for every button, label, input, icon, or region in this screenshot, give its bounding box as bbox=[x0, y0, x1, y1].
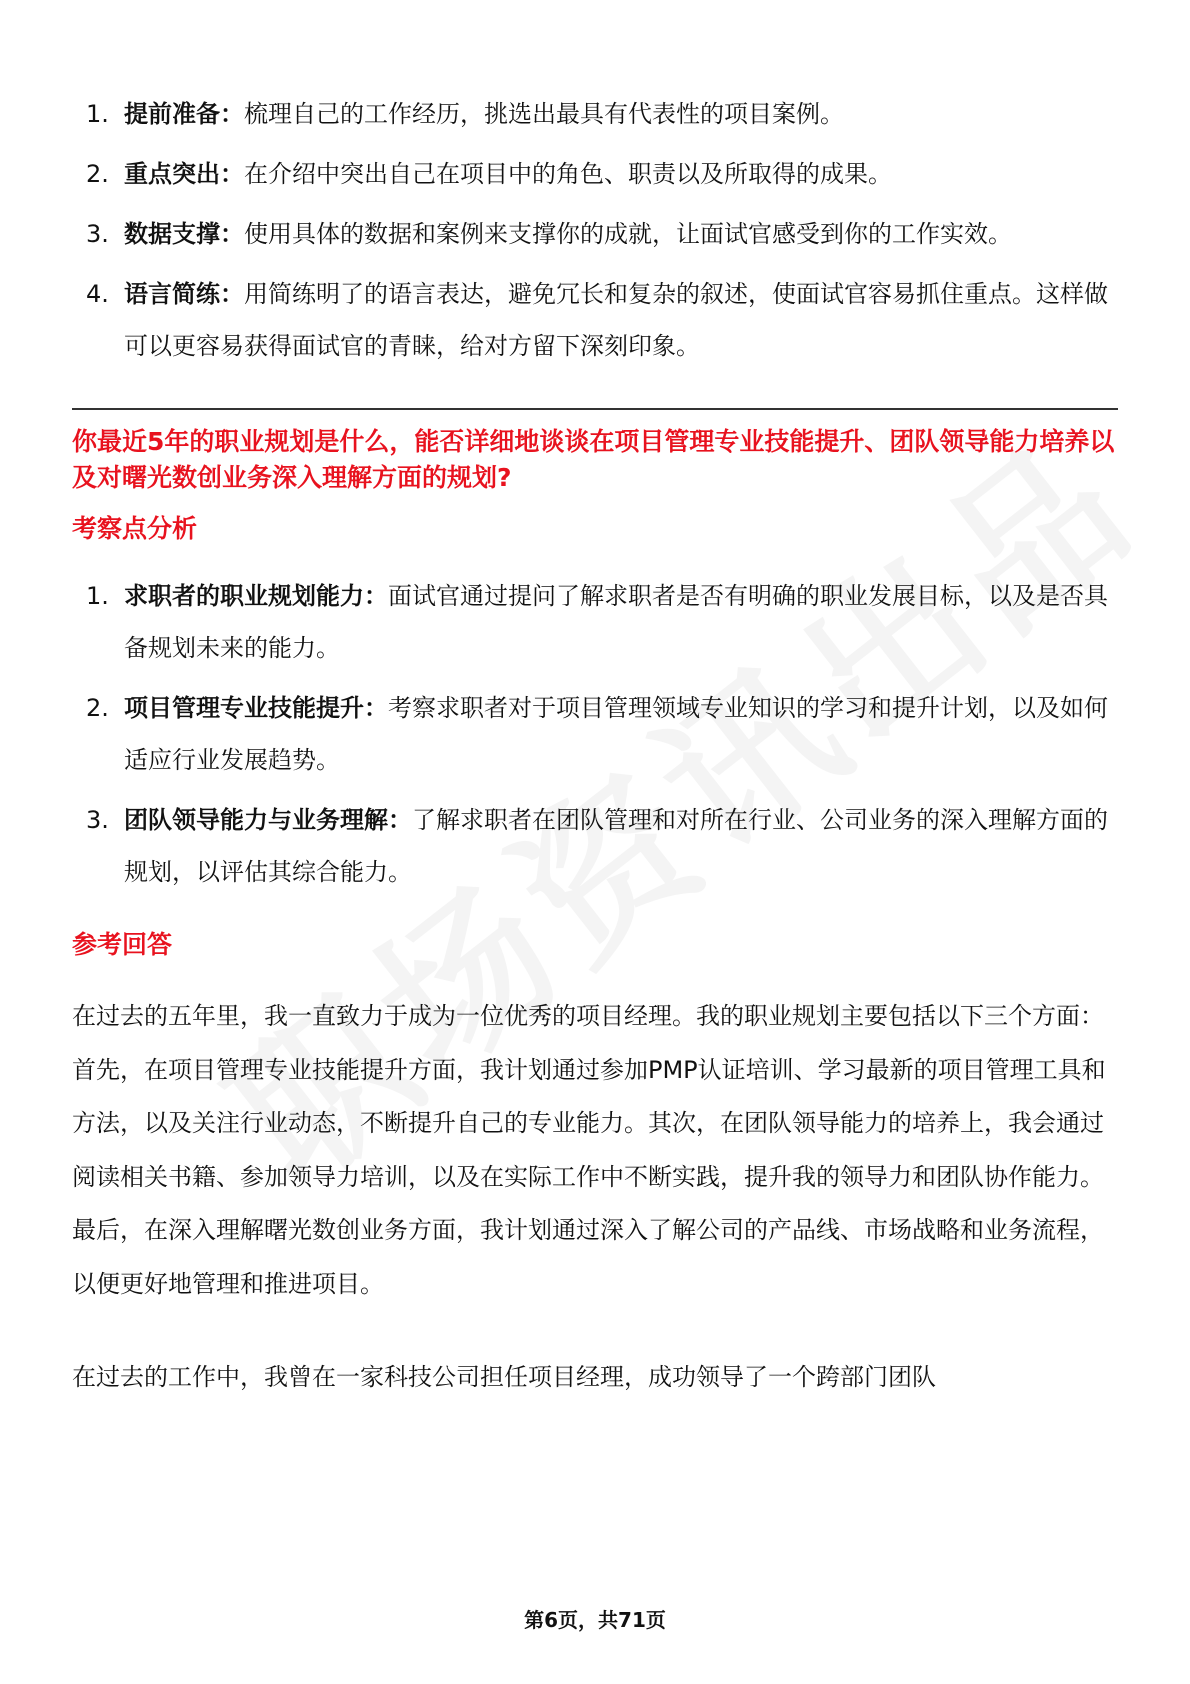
list-term: 语言简练： bbox=[124, 280, 244, 308]
list-number: 1. bbox=[86, 582, 109, 610]
list-text: 使用具体的数据和案例来支撑你的成就，让面试官感受到你的工作实效。 bbox=[244, 220, 1012, 248]
list-number: 3. bbox=[86, 220, 109, 248]
list-term: 重点突出： bbox=[124, 160, 244, 188]
tips-list bbox=[72, 88, 1118, 372]
list-text: 在介绍中突出自己在项目中的角色、职责以及所取得的成果。 bbox=[244, 160, 892, 188]
page-content bbox=[72, 88, 1118, 1405]
list-item bbox=[72, 794, 1118, 898]
list-number: 1. bbox=[86, 100, 109, 128]
list-number: 3. bbox=[86, 806, 109, 834]
list-text: 梳理自己的工作经历，挑选出最具有代表性的项目案例。 bbox=[244, 100, 844, 128]
list-number: 2. bbox=[86, 694, 109, 722]
list-text: 了解求职者在团队管理和对所在行业、公司业务的深入理解方面的规划，以评估其综合能力。 bbox=[124, 806, 1108, 886]
list-number: 4. bbox=[86, 280, 109, 308]
interview-question: 你最近5年的职业规划是什么，能否详细地谈谈在项目管理专业技能提升、团队领导能力培养以及对曙光数创业务深入理解方面的规划? bbox=[72, 427, 1115, 492]
answer-heading: 参考回答 bbox=[72, 930, 173, 959]
list-term: 求职者的职业规划能力： bbox=[124, 582, 388, 610]
list-term: 提前准备： bbox=[124, 100, 244, 128]
list-text: 面试官通过提问了解求职者是否有明确的职业发展目标，以及是否具备规划未来的能力。 bbox=[124, 582, 1108, 662]
list-number: 2. bbox=[86, 160, 109, 188]
list-item bbox=[72, 570, 1118, 674]
analysis-heading: 考察点分析 bbox=[72, 514, 198, 543]
list-item bbox=[72, 268, 1118, 372]
list-item bbox=[72, 682, 1118, 786]
list-item bbox=[72, 88, 1118, 140]
list-term: 项目管理专业技能提升： bbox=[124, 694, 388, 722]
page-footer: 第6页，共71页 bbox=[524, 1608, 666, 1632]
list-text: 考察求职者对于项目管理领域专业知识的学习和提升计划，以及如何适应行业发展趋势。 bbox=[124, 694, 1108, 774]
answer-paragraph: 在过去的五年里，我一直致力于成为一位优秀的项目经理。我的职业规划主要包括以下三个方面：首先，在项目管理专业技能提升方面，我计划通过参加PMP认证培训、学习最新的项目管理工具和方法，以及关注行业动态，不断提升自己的专业能力。其次，在团队领导能力的培养上，我会通过阅读相关书籍、参加领导力培训，以及在实际工作中不断实践，提升我的领导力和团队协作能力。最后，在深入理解曙光数创业务方面，我计划通过深入了解公司的产品线、市场战略和业务流程，以便更好地管理和推进项目。 bbox=[72, 1002, 1106, 1298]
list-item bbox=[72, 148, 1118, 200]
analysis-list bbox=[72, 570, 1118, 898]
answer-paragraph: 在过去的工作中，我曾在一家科技公司担任项目经理，成功领导了一个跨部门团队 bbox=[72, 1363, 936, 1391]
section-divider bbox=[72, 408, 1118, 410]
list-item bbox=[72, 208, 1118, 260]
list-text: 用简练明了的语言表达，避免冗长和复杂的叙述，使面试官容易抓住重点。这样做可以更容易获得面试官的青睐，给对方留下深刻印象。 bbox=[124, 280, 1108, 360]
list-term: 团队领导能力与业务理解： bbox=[124, 806, 412, 834]
list-term: 数据支撑： bbox=[124, 220, 244, 248]
